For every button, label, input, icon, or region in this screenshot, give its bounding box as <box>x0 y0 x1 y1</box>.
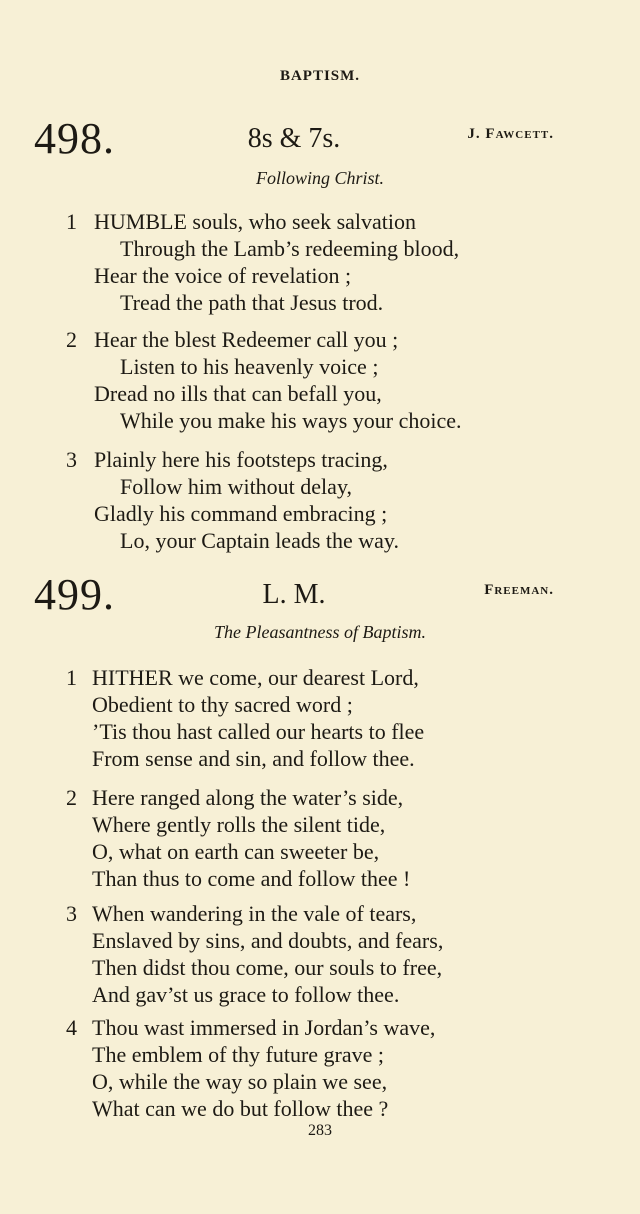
verse-line: 1 HITHER we come, our dearest Lord, <box>66 665 419 690</box>
verse-line: O, what on earth can sweeter be, <box>92 839 380 864</box>
stanza-number: 4 <box>66 1015 77 1040</box>
verse-line: And gav’st us grace to follow thee. <box>92 982 400 1007</box>
verse-line: ’Tis thou hast called our hearts to flee <box>92 719 425 744</box>
hymn-number: 498. <box>34 114 115 163</box>
stanza <box>66 326 546 434</box>
stanza-number: 1 <box>66 665 77 690</box>
stanza-number: 2 <box>66 785 77 810</box>
verse-line: Dread no ills that can befall you, <box>94 381 382 406</box>
hymn-author: J. Fawcett. <box>467 126 554 142</box>
hymn-subtitle: Following Christ. <box>255 168 385 188</box>
stanza-number: 1 <box>66 209 77 234</box>
verse-line: While you make his ways your choice. <box>120 408 462 433</box>
verse-line: 3 When wandering in the vale of tears, <box>66 901 417 926</box>
verse-line: Obedient to thy sacred word ; <box>92 692 353 717</box>
stanza-number: 2 <box>66 327 77 352</box>
verse-line: Where gently rolls the silent tide, <box>92 812 386 837</box>
verse-line: Through the Lamb’s redeeming blood, <box>120 236 460 261</box>
hymn-meter: L. M. <box>262 579 326 610</box>
hymn-author: Freeman. <box>484 582 554 598</box>
running-header: BAPTISM. <box>279 68 361 84</box>
stanza-number: 3 <box>66 447 77 472</box>
verse-line: Than thus to come and follow thee ! <box>92 866 411 891</box>
verse-line: Hear the voice of revelation ; <box>94 263 352 288</box>
verse-line: 4 Thou wast immersed in Jordan’s wave, <box>66 1015 436 1040</box>
verse-line: 2 Here ranged along the water’s side, <box>66 785 404 810</box>
verse-line: Lo, your Captain leads the way. <box>120 528 399 553</box>
hymn-subtitle: The Pleasantness of Baptism. <box>214 622 426 642</box>
verse-line: From sense and sin, and follow thee. <box>92 746 415 771</box>
verse-line: O, while the way so plain we see, <box>92 1069 388 1094</box>
verse-line: Then didst thou come, our souls to free, <box>92 955 443 980</box>
stanza <box>66 784 546 892</box>
hymn-498-heading <box>34 114 554 164</box>
verse-line: Enslaved by sins, and doubts, and fears, <box>92 928 444 953</box>
hymn-499-heading <box>34 570 554 620</box>
page-number: 283 <box>308 1122 332 1139</box>
stanza <box>66 900 546 1008</box>
verse-line: Listen to his heavenly voice ; <box>120 354 379 379</box>
verse-line: Tread the path that Jesus trod. <box>120 290 384 315</box>
verse-line: 3 Plainly here his footsteps tracing, <box>66 447 388 472</box>
hymn-number: 499. <box>34 570 115 619</box>
stanza <box>66 664 546 772</box>
verse-line: What can we do but follow thee ? <box>92 1096 389 1121</box>
hymn-meter: 8s & 7s. <box>247 123 341 154</box>
verse-line: The emblem of thy future grave ; <box>92 1042 385 1067</box>
stanza <box>66 1014 546 1122</box>
stanza <box>66 446 546 554</box>
verse-line: 2 Hear the blest Redeemer call you ; <box>66 327 399 352</box>
verse-line: Follow him without delay, <box>120 474 353 499</box>
stanza <box>66 208 546 316</box>
verse-line: Gladly his command embracing ; <box>94 501 388 526</box>
stanza-number: 3 <box>66 901 77 926</box>
verse-line: 1 HUMBLE souls, who seek salvation <box>66 209 417 234</box>
